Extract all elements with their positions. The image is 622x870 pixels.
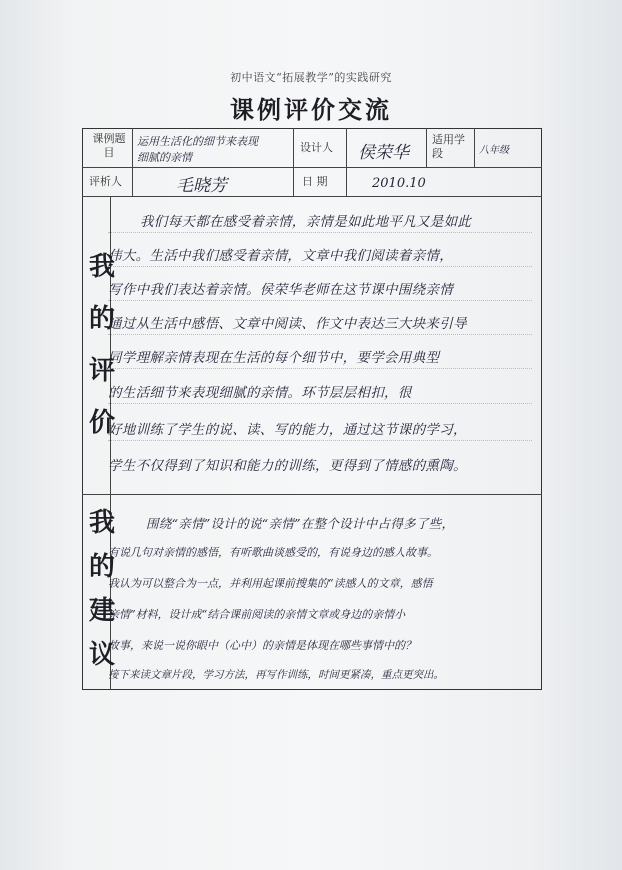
grade-label: 适用学段 xyxy=(432,133,465,160)
evaluation-line-4: 通过从生活中感悟、文章中阅读、作文中表达三大块来引导 xyxy=(108,316,467,332)
evaluation-line-3: 写作中我们表达着亲情。侯荣华老师在这节课中围绕亲情 xyxy=(108,282,453,298)
evaluation-side-char-1: 我 xyxy=(88,252,115,282)
suggestion-line-5: 故事，来说一说你眼中（心中）的亲情是体现在哪些事情中的？ xyxy=(108,639,416,652)
guide-line xyxy=(108,403,532,404)
lesson-topic-value-line1: 运用生活化的细节来表现 xyxy=(137,135,258,148)
table-rule-col4 xyxy=(426,128,427,167)
guide-line xyxy=(108,440,532,441)
suggestion-side-char-2: 的 xyxy=(88,552,115,582)
series-title: 初中语文“拓展教学”的实践研究 xyxy=(230,71,392,84)
guide-line xyxy=(108,368,532,369)
suggestion-line-4: 亲情”材料，设计成“结合课前阅读的亲情文章或身边的亲情小 xyxy=(108,608,406,621)
analyst-value: 毛晓芳 xyxy=(176,176,227,196)
guide-line xyxy=(108,232,532,233)
suggestion-side-char-3: 建 xyxy=(88,596,115,626)
suggestion-line-6: 接下来读文章片段，学习方法，再写作训练，时间更紧凑，重点更突出。 xyxy=(108,669,444,681)
designer-value: 侯荣华 xyxy=(358,143,409,163)
suggestion-line-3: 我认为可以整合为一点，并利用起课前搜集的“读感人的文章，感悟 xyxy=(108,577,433,590)
evaluation-line-7: 好地训练了学生的说、读、写的能力，通过这节课的学习， xyxy=(108,422,467,438)
table-rule-row1 xyxy=(82,167,542,168)
evaluation-side-char-2: 的 xyxy=(88,304,115,334)
table-rule-row3 xyxy=(82,494,542,495)
evaluation-side-char-3: 评 xyxy=(88,356,115,386)
table-rule-col1 xyxy=(132,128,133,196)
evaluation-line-2: 伟大。生活中我们感受着亲情，文章中我们阅读着亲情， xyxy=(108,248,453,264)
date-value: 2010.10 xyxy=(372,176,426,191)
suggestion-line-2: 有说几句对亲情的感悟，有听歌曲谈感受的，有说身边的感人故事。 xyxy=(108,546,438,559)
designer-label: 设计人 xyxy=(300,141,333,154)
table-rule-col5 xyxy=(474,128,475,167)
lesson-topic-value-line2: 细腻的亲情 xyxy=(137,151,192,164)
evaluation-line-6: 的生活细节来表现细腻的亲情。环节层层相扣，很 xyxy=(108,385,412,401)
table-rule-col2 xyxy=(293,128,294,196)
guide-line xyxy=(108,266,532,267)
table-rule-col3 xyxy=(346,128,347,196)
analyst-label: 评析人 xyxy=(89,175,122,188)
table-rule-row2 xyxy=(82,196,542,197)
date-label: 日 期 xyxy=(302,175,328,188)
suggestion-side-char-4: 议 xyxy=(88,640,115,670)
grade-value: 八年级 xyxy=(479,145,509,156)
evaluation-line-8: 学生不仅得到了知识和能力的训练，更得到了情感的熏陶。 xyxy=(108,458,467,474)
lesson-topic-label: 课例题目 xyxy=(92,132,126,159)
guide-line xyxy=(108,300,532,301)
evaluation-line-1: 我们每天都在感受着亲情，亲情是如此地平凡又是如此 xyxy=(140,214,472,230)
suggestion-side-char-1: 我 xyxy=(88,508,115,538)
evaluation-side-char-4: 价 xyxy=(88,408,115,438)
page-title: 课例评价交流 xyxy=(230,96,392,124)
guide-line xyxy=(108,334,532,335)
suggestion-line-1: 围绕“亲情”设计的说“亲情”在整个设计中占得多了些， xyxy=(146,516,455,531)
evaluation-line-5: 同学理解亲情表现在生活的每个细节中，要学会用典型 xyxy=(108,350,440,366)
